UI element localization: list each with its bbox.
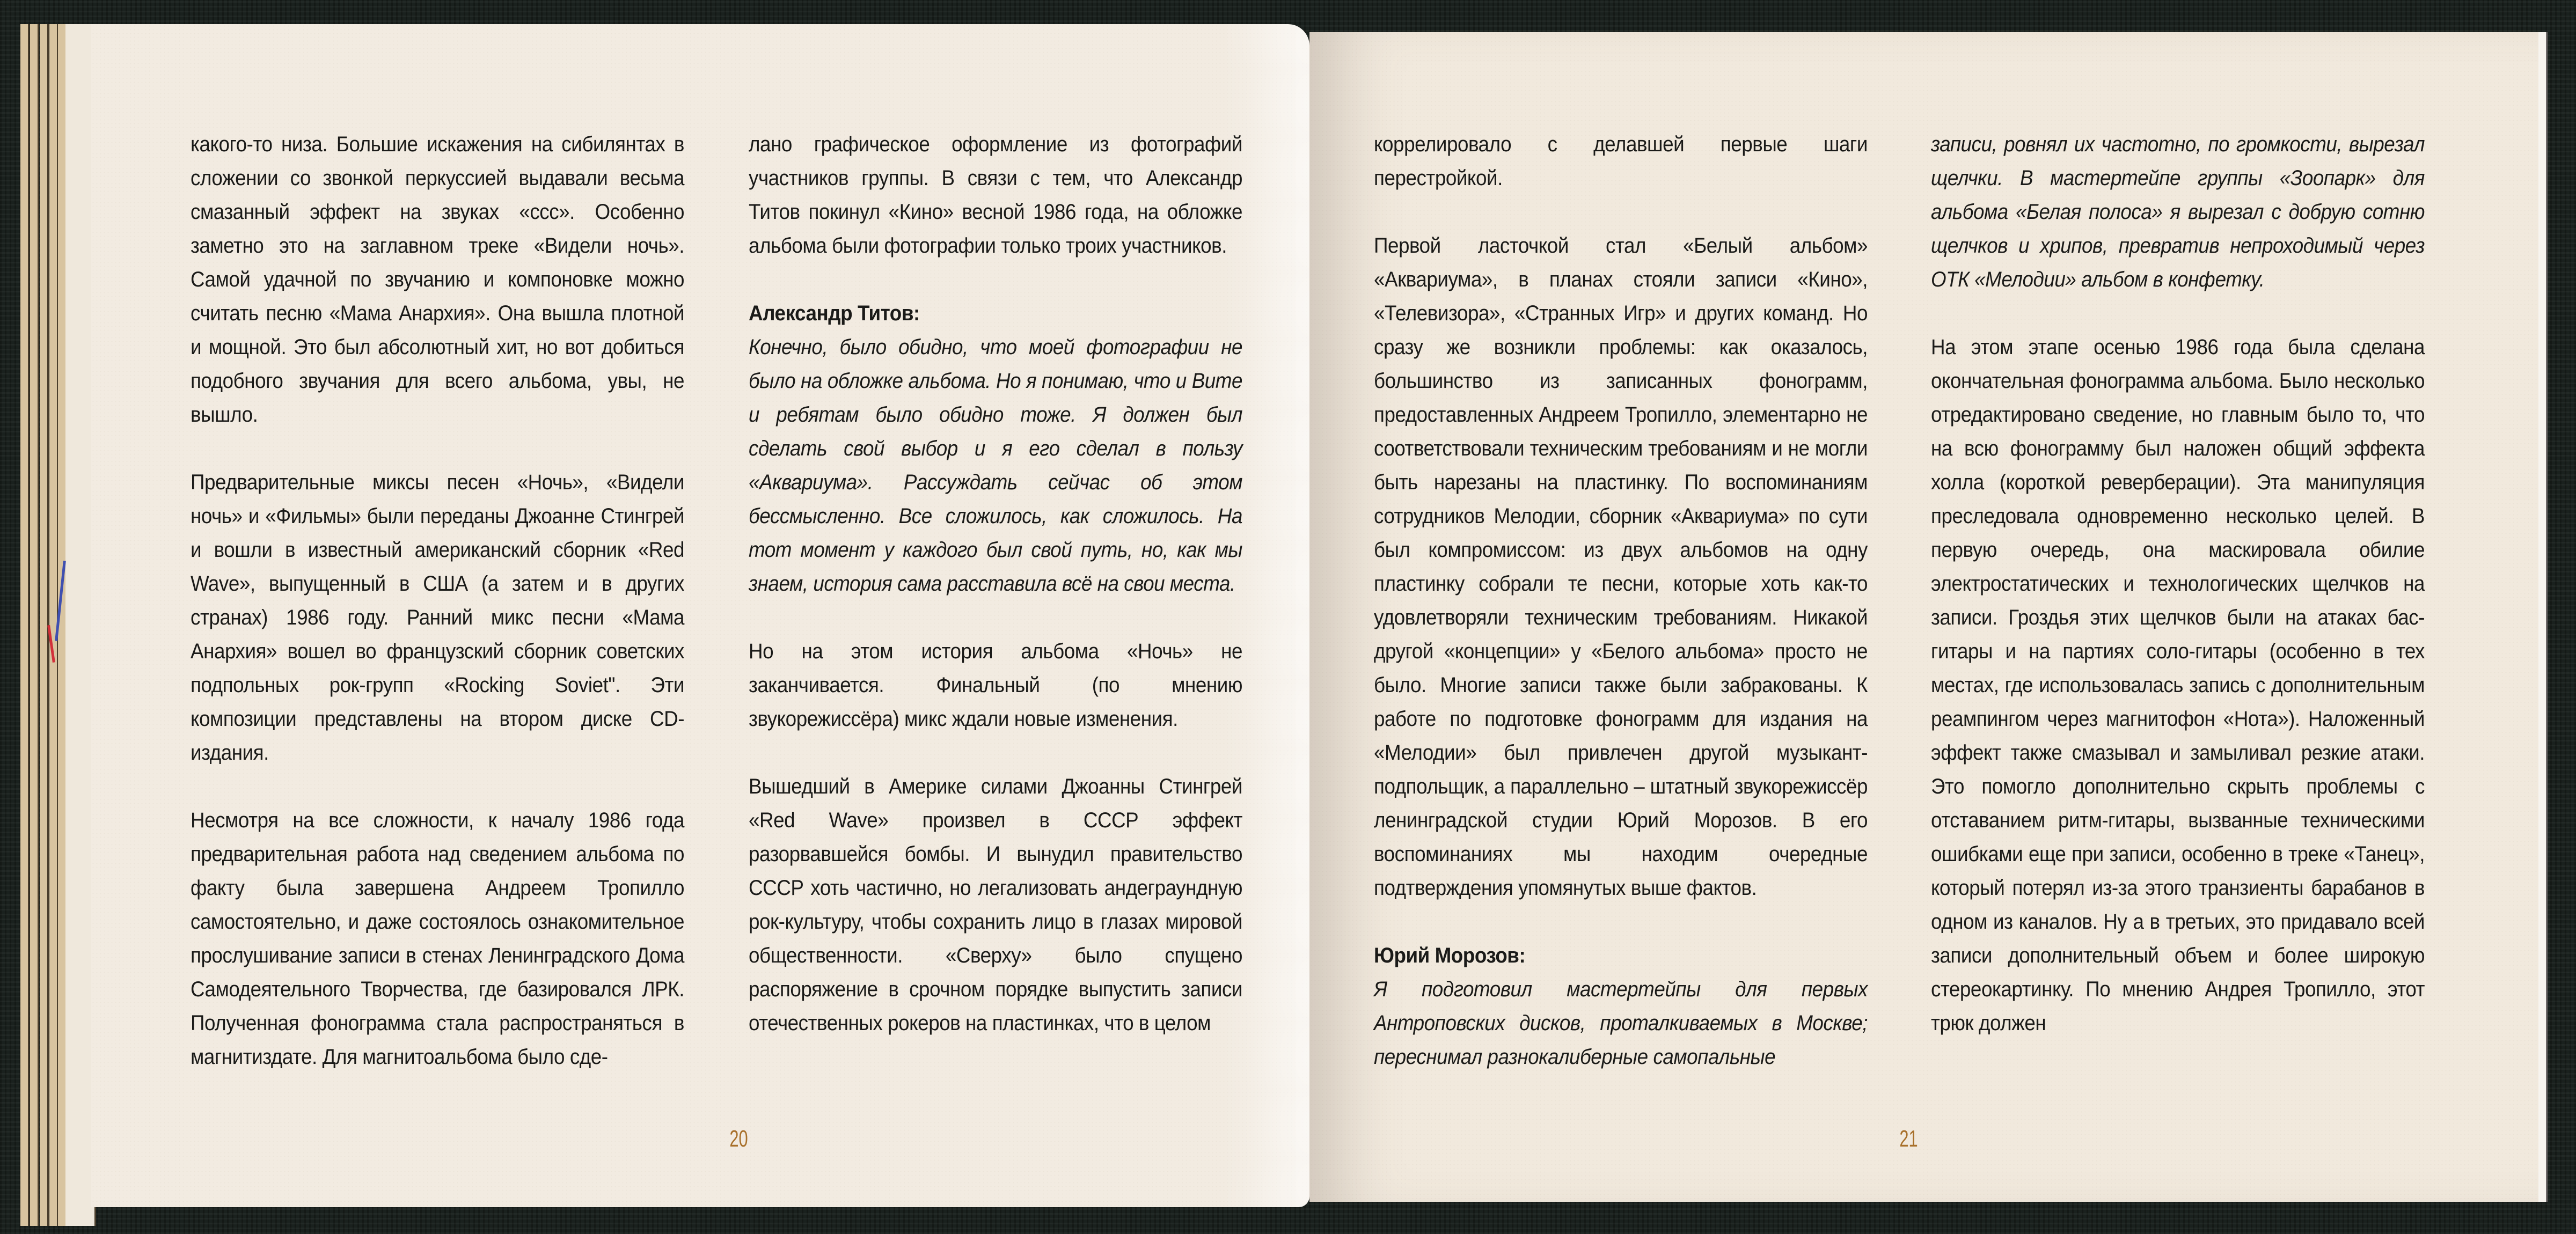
- paragraph: Первой ласточкой стал «Белый альбом» «Аквариума», в планах стояли записи «Кино», «Телевизора», «Странных Игр» и других команд. Но сразу же возникли проблемы: как оказалось, большинство из записанных фонограмм, предоставленных Андреем Тропилло, элементарно не соответствовали техническим требованиям и не могли быть нарезаны на пластинку. По воспоминаниям сотрудников Мелодии, сборник «Аквариума» по сути был компромиссом: из двух альбомов на одну пластинку собрали те песни, которые хоть как-то удовлетворяли техническим требованиям. Никакой другой «концепции» у «Белого альбома» просто не было. Многие записи также были забракованы. К работе по подготовке фонограмм для издания на «Мелодии» был привлечен другой музыкант-подпольщик, а параллельно – штатный звукорежиссёр ленинградской студии Юрий Морозов. В его воспоминаниях мы находим очередные подтверждения упомянутых выше фактов.: [1374, 234, 1868, 900]
- page-stack-edges: [20, 24, 96, 1226]
- paragraph: Предварительные миксы песен «Ночь», «Видели ночь» и «Фильмы» были переданы Джоанне Стингрей и вошли в известный американский сборник «Red Wave», выпущенный в США (а затем и в других странах) 1986 году. Ранний микс песни «Мама Анархия» вошел во французский сборник советских подпольных рок-групп «Rocking Soviet". Эти композиции представлены на втором диске CD-издания.: [191, 471, 684, 765]
- page-edge: [30, 24, 39, 1226]
- page-edge: [20, 24, 30, 1226]
- page-number-right: 21: [1899, 1126, 1918, 1152]
- paragraph: Но на этом история альбома «Ночь» не заканчивается. Финальный (по мнению звукорежиссёра) микс ждали новые изменения.: [749, 640, 1242, 731]
- interview-quote: Я подготовил мастертейпы для первых Антроповских дисков, проталкиваемых в Москве; переснимал разнокалиберные самопальные: [1374, 978, 1868, 1069]
- speaker-name: Александр Титов:: [749, 302, 920, 325]
- paragraph: какого-то низа. Большие искажения на сибилянтах в сложении со звонкой перкуссией выдавали весьма смазанный эффект на звуках «ссс». Особенно заметно это на заглавном треке «Видели ночь». Самой удачной по звучанию и компоновке можно считать песню «Мама Анархия». Она вышла плотной и мощной. Это был абсолютный хит, но вот добиться подобного звучания для всего альбома, увы, не вышло.: [191, 133, 684, 427]
- page-number-left: 20: [729, 1126, 748, 1152]
- right-page-edge: [2538, 32, 2548, 1202]
- right-page-column-1: [1374, 128, 1868, 1108]
- paragraph: Вышедший в Америке силами Джоанны Стингрей «Red Wave» произвел в СССР эффект разорвавшейся бомбы. И вынудил правительство СССР хоть частично, но легализовать андеграундную рок-культуру, чтобы сохранить лицо в глазах мировой общественности. «Сверху» было спущено распоряжение в срочном порядке выпустить записи отечественных рокеров на пластинках, что в целом: [749, 775, 1242, 1035]
- paragraph: На этом этапе осенью 1986 года была сделана окончательная фонограмма альбома. Было несколько отредактировано сведение, но главным было то, что на всю фонограмму был наложен общий эффекта холла (короткой реверберации). Эта манипуляция преследовала одновременно несколько целей. В первую очередь, она маскировала обилие электростатических и технологических щелчков на записи. Гроздья этих щелчков были на атаках бас-гитары и на партиях соло-гитары (особенно в тех местах, где использовалась запись с дополнительным реампингом через магнитофон «Нота»). Наложенный эффект также смазывал и замыливал резкие атаки. Это помогло дополнительно скрыть проблемы с отставанием ритм-гитары, вызванные техническими ошибками еще при записи, особенно в треке «Танец», который потерял из-за этого транзиенты барабанов в одном из каналов. Ну а в третьих, это придавало всей записи дополнительный объем и более широкую стереокартинку. По мнению Андрея Тропилло, этот трюк должен: [1931, 335, 2425, 1035]
- interview-quote-continued: записи, ровнял их частотно, по громкости, вырезал щелчки. В мастертейпе группы «Зоопарк» для альбома «Белая полоса» я вырезал с добрую сотню щелчков и хрипов, превратив непроходимый через ОТК «Мелодии» альбом в конфетку.: [1931, 133, 2425, 291]
- paragraph: лано графическое оформление из фотографий участников группы. В связи с тем, что Александр Титов покинул «Кино» весной 1986 года, на обложке альбома были фотографии только троих участников.: [749, 133, 1242, 258]
- speaker-name: Юрий Морозов:: [1374, 944, 1526, 967]
- right-page-column-2: [1931, 128, 2425, 1040]
- paragraph: коррелировало с делавшей первые шаги перестройкой.: [1374, 133, 1868, 190]
- paragraph: Несмотря на все сложности, к началу 1986 года предварительная работа над сведением альбома по факту была завершена Андреем Тропилло самостоятельно, и даже состоялось ознакомительное прослушивание записи в стенах Ленинградского Дома Самодеятельного Творчества, где базировался ЛРК. Полученная фонограмма стала распространяться в магнитиздате. Для магнитоальбома было сде-: [191, 809, 684, 1069]
- interview-quote: Конечно, было обидно, что моей фотографии не было на обложке альбома. Но я понимаю, что и Вите и ребятам было обидно тоже. Я должен был сделать свой выбор и я его сделал в пользу «Аквариума». Рассуждать сейчас об этом бессмысленно. Все сложилось, как сложилось. На тот момент у каждого был свой путь, но, как мы знаем, история сама расставила всё на свои места.: [749, 335, 1242, 596]
- left-page-column-1: [191, 128, 684, 1074]
- left-page-column-2: [749, 128, 1242, 1040]
